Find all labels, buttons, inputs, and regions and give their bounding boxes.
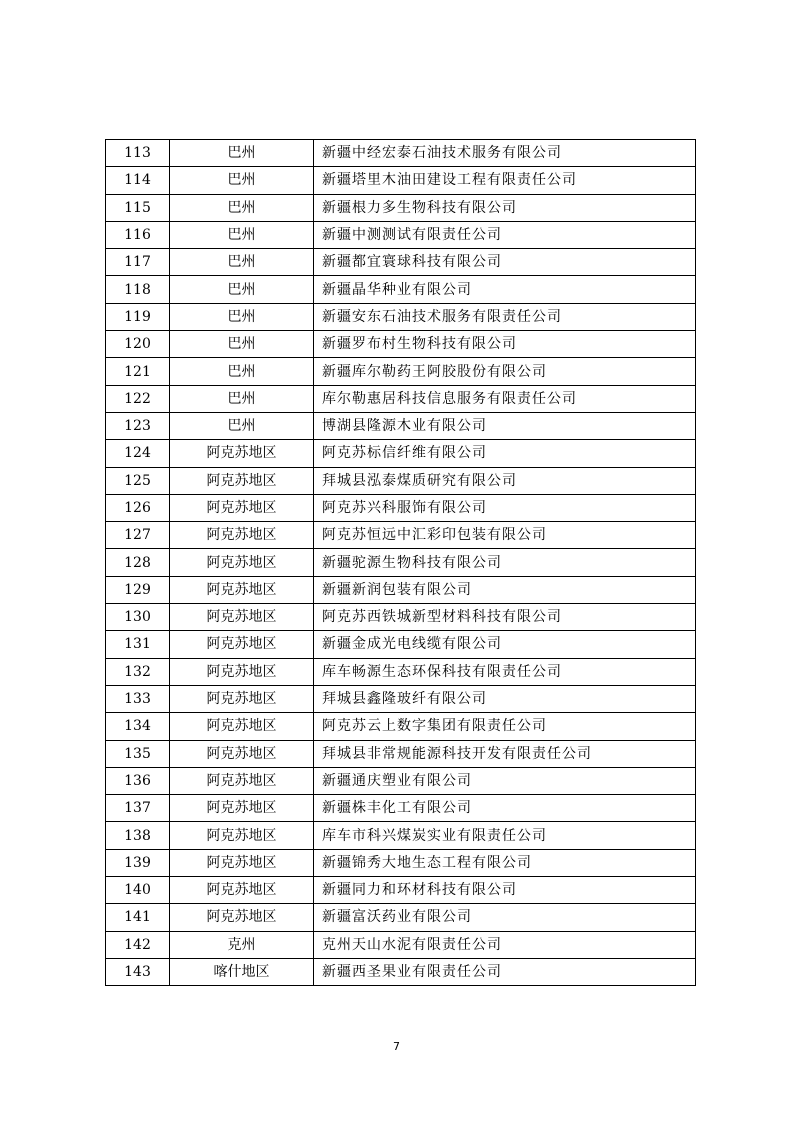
company-name-cell: 新疆锦秀大地生态工程有限公司	[314, 849, 696, 876]
company-name-cell: 新疆富沃药业有限公司	[314, 904, 696, 931]
company-name-cell: 库车市科兴煤炭实业有限责任公司	[314, 822, 696, 849]
company-name-cell: 拜城县非常规能源科技开发有限责任公司	[314, 740, 696, 767]
table-row	[106, 604, 696, 631]
table-row	[106, 331, 696, 358]
table-row	[106, 713, 696, 740]
region-cell: 巴州	[170, 412, 314, 439]
company-name-cell: 阿克苏标信纤维有限公司	[314, 440, 696, 467]
row-number-cell: 135	[106, 740, 170, 767]
table-row	[106, 467, 696, 494]
table-row	[106, 358, 696, 385]
table-row	[106, 385, 696, 412]
table-row	[106, 167, 696, 194]
row-number-cell: 143	[106, 958, 170, 985]
region-cell: 阿克苏地区	[170, 576, 314, 603]
company-name-cell: 阿克苏兴科服饰有限公司	[314, 494, 696, 521]
row-number-cell: 123	[106, 412, 170, 439]
row-number-cell: 114	[106, 167, 170, 194]
table-row	[106, 904, 696, 931]
region-cell: 阿克苏地区	[170, 658, 314, 685]
row-number-cell: 119	[106, 303, 170, 330]
row-number-cell: 128	[106, 549, 170, 576]
region-cell: 巴州	[170, 221, 314, 248]
table-row	[106, 767, 696, 794]
table-row	[106, 140, 696, 167]
company-name-cell: 新疆通庆塑业有限公司	[314, 767, 696, 794]
table-row	[106, 194, 696, 221]
row-number-cell: 124	[106, 440, 170, 467]
region-cell: 巴州	[170, 358, 314, 385]
company-list-table	[105, 139, 696, 986]
region-cell: 巴州	[170, 249, 314, 276]
company-name-cell: 新疆驼源生物科技有限公司	[314, 549, 696, 576]
table-row	[106, 795, 696, 822]
row-number-cell: 141	[106, 904, 170, 931]
company-name-cell: 新疆株丰化工有限公司	[314, 795, 696, 822]
row-number-cell: 132	[106, 658, 170, 685]
table-row	[106, 576, 696, 603]
row-number-cell: 140	[106, 877, 170, 904]
row-number-cell: 129	[106, 576, 170, 603]
company-name-cell: 库车畅源生态环保科技有限责任公司	[314, 658, 696, 685]
company-name-cell: 新疆同力和环材科技有限公司	[314, 877, 696, 904]
table-row	[106, 658, 696, 685]
row-number-cell: 121	[106, 358, 170, 385]
row-number-cell: 113	[106, 140, 170, 167]
row-number-cell: 125	[106, 467, 170, 494]
row-number-cell: 133	[106, 685, 170, 712]
table-row	[106, 931, 696, 958]
table-row	[106, 822, 696, 849]
company-name-cell: 新疆根力多生物科技有限公司	[314, 194, 696, 221]
region-cell: 阿克苏地区	[170, 467, 314, 494]
region-cell: 阿克苏地区	[170, 740, 314, 767]
row-number-cell: 138	[106, 822, 170, 849]
row-number-cell: 118	[106, 276, 170, 303]
table-row	[106, 412, 696, 439]
region-cell: 巴州	[170, 276, 314, 303]
region-cell: 阿克苏地区	[170, 440, 314, 467]
region-cell: 阿克苏地区	[170, 494, 314, 521]
page-number: 7	[393, 1040, 400, 1053]
company-name-cell: 新疆都宜寰球科技有限公司	[314, 249, 696, 276]
region-cell: 阿克苏地区	[170, 713, 314, 740]
region-cell: 阿克苏地区	[170, 877, 314, 904]
row-number-cell: 122	[106, 385, 170, 412]
row-number-cell: 115	[106, 194, 170, 221]
company-name-cell: 新疆新润包装有限公司	[314, 576, 696, 603]
region-cell: 巴州	[170, 194, 314, 221]
row-number-cell: 139	[106, 849, 170, 876]
table-row	[106, 549, 696, 576]
region-cell: 阿克苏地区	[170, 849, 314, 876]
company-name-cell: 新疆罗布村生物科技有限公司	[314, 331, 696, 358]
region-cell: 克州	[170, 931, 314, 958]
region-cell: 阿克苏地区	[170, 604, 314, 631]
table-row	[106, 685, 696, 712]
company-name-cell: 博湖县隆源木业有限公司	[314, 412, 696, 439]
row-number-cell: 136	[106, 767, 170, 794]
company-name-cell: 克州天山水泥有限责任公司	[314, 931, 696, 958]
row-number-cell: 137	[106, 795, 170, 822]
row-number-cell: 130	[106, 604, 170, 631]
company-name-cell: 阿克苏西铁城新型材料科技有限公司	[314, 604, 696, 631]
table-row	[106, 440, 696, 467]
region-cell: 阿克苏地区	[170, 522, 314, 549]
region-cell: 阿克苏地区	[170, 549, 314, 576]
row-number-cell: 117	[106, 249, 170, 276]
table-row	[106, 849, 696, 876]
table-row	[106, 740, 696, 767]
company-name-cell: 拜城县鑫隆玻纤有限公司	[314, 685, 696, 712]
table-row	[106, 249, 696, 276]
table-row	[106, 303, 696, 330]
table-row	[106, 958, 696, 985]
region-cell: 巴州	[170, 140, 314, 167]
table-row	[106, 494, 696, 521]
row-number-cell: 127	[106, 522, 170, 549]
company-name-cell: 阿克苏恒远中汇彩印包装有限公司	[314, 522, 696, 549]
table-row	[106, 522, 696, 549]
company-name-cell: 拜城县泓泰煤质研究有限公司	[314, 467, 696, 494]
company-name-cell: 新疆库尔勒药王阿胶股份有限公司	[314, 358, 696, 385]
table-row	[106, 877, 696, 904]
region-cell: 巴州	[170, 331, 314, 358]
table-body	[106, 140, 696, 986]
region-cell: 巴州	[170, 385, 314, 412]
company-name-cell: 新疆金成光电线缆有限公司	[314, 631, 696, 658]
company-name-cell: 新疆安东石油技术服务有限责任公司	[314, 303, 696, 330]
company-name-cell: 阿克苏云上数字集团有限责任公司	[314, 713, 696, 740]
region-cell: 阿克苏地区	[170, 685, 314, 712]
table-row	[106, 631, 696, 658]
row-number-cell: 120	[106, 331, 170, 358]
table-row	[106, 221, 696, 248]
table-row	[106, 276, 696, 303]
row-number-cell: 131	[106, 631, 170, 658]
region-cell: 阿克苏地区	[170, 904, 314, 931]
region-cell: 喀什地区	[170, 958, 314, 985]
row-number-cell: 126	[106, 494, 170, 521]
company-name-cell: 库尔勒惠居科技信息服务有限责任公司	[314, 385, 696, 412]
region-cell: 阿克苏地区	[170, 767, 314, 794]
company-name-cell: 新疆塔里木油田建设工程有限责任公司	[314, 167, 696, 194]
region-cell: 阿克苏地区	[170, 631, 314, 658]
company-name-cell: 新疆西圣果业有限责任公司	[314, 958, 696, 985]
company-name-cell: 新疆中经宏泰石油技术服务有限公司	[314, 140, 696, 167]
company-name-cell: 新疆中测测试有限责任公司	[314, 221, 696, 248]
region-cell: 阿克苏地区	[170, 822, 314, 849]
row-number-cell: 142	[106, 931, 170, 958]
row-number-cell: 116	[106, 221, 170, 248]
region-cell: 巴州	[170, 303, 314, 330]
row-number-cell: 134	[106, 713, 170, 740]
company-list-table-wrapper	[105, 139, 696, 986]
company-name-cell: 新疆晶华种业有限公司	[314, 276, 696, 303]
region-cell: 巴州	[170, 167, 314, 194]
region-cell: 阿克苏地区	[170, 795, 314, 822]
